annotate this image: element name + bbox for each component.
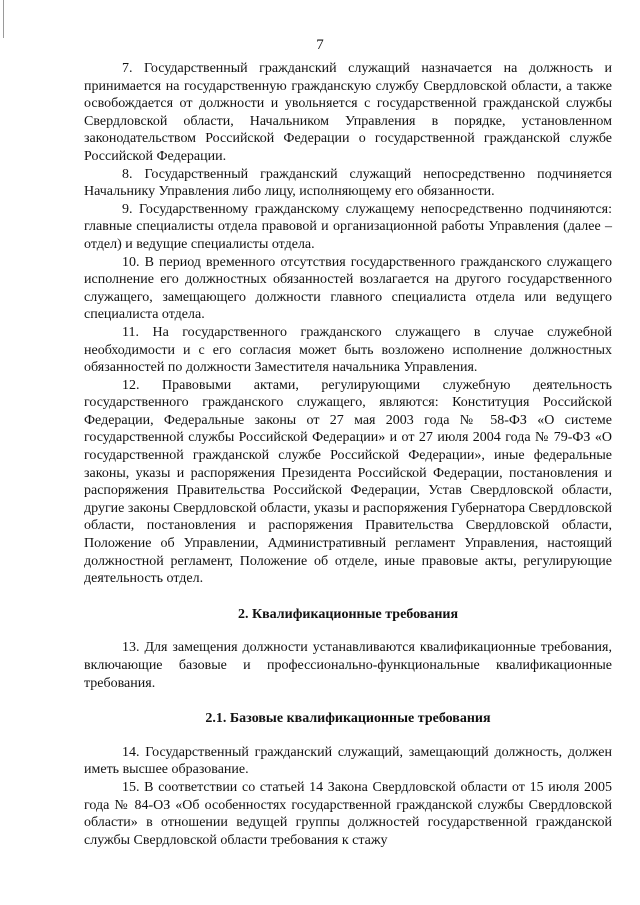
- document-body: [84, 60, 612, 849]
- paragraph-11: 11. На государственного гражданского служащего в случае служебной необходимости и с его согласия может быть возложено исполнение должностных обязанностей по должности Заместителя начальника Управления.: [84, 324, 612, 376]
- paragraph-10: 10. В период временного отсутствия государственного гражданского служащего исполнение его должностных обязанностей возлагается на другого государственного служащего, замещающего должности главного специалиста отдела или ведущего специалиста отдела.: [84, 254, 612, 323]
- paragraph-8: 8. Государственный гражданский служащий непосредственно подчиняется Начальнику Управления либо лицу, исполняющему его обязанности.: [84, 166, 612, 200]
- section-heading-qualification-requirements: 2. Квалификационные требования: [237, 606, 459, 622]
- paragraph-15: 15. В соответствии со статьей 14 Закона Свердловской области от 15 июля 2005 года № 84-ОЗ «Об особенностях государственной гражданской службы Свердловской области» в отношении ведущей группы должностей государственной гражданской службы Свердловской области требования к стажу: [84, 779, 612, 848]
- page-number: 7: [316, 37, 324, 53]
- paragraph-7: 7. Государственный гражданский служащий назначается на должность и принимается на государственную гражданскую службу Свердловской области, а также освобождается от должности и увольняется с государственной гражданской службы Свердловской области, Начальником Управления в порядке, установленном законодательством Российской Федерации о государственной гражданской службе Российской Федерации.: [84, 61, 612, 164]
- section-heading-basic-requirements: 2.1. Базовые квалификационные требования: [205, 711, 491, 727]
- paragraph-13: 13. Для замещения должности устанавливаются квалификационные требования, включающие базовые и профессионально-функциональные квалификационные требования.: [84, 640, 612, 691]
- paragraph-14: 14. Государственный гражданский служащий, замещающий должность, должен иметь высшее образование.: [84, 744, 612, 778]
- paragraph-9: 9. Государственному гражданскому служащему непосредственно подчиняются: главные специалисты отдела правовой и организационной работы Управления (далее – отдел) и ведущие специалисты отдела.: [84, 201, 612, 252]
- paragraph-12: 12. Правовыми актами, регулирующими служебную деятельность государственного гражданского служащего, являются: Конституция Российской Федерации, Федеральные законы от 27 мая 2003 года № 58-ФЗ «О системе государственной службы Российской Федерации» и от 27 июля 2004 года № 79-ФЗ «О государственной гражданской службе Российской Федерации», иные федеральные законы, указы и распоряжения Президента Российской Федерации, постановления и распоряжения Правительства Российской Федерации, Устав Свердловской области, другие законы Свердловской области, указы и распоряжения Губернатора Свердловской области, постановления и распоряжения Правительства Свердловской области, Положение об Управлении, Административный регламент Управления, настоящий должностной регламент, Положение об отделе, иные правовые акты, регулирующие деятельность отдел.: [84, 377, 612, 587]
- scan-edge-mark: [3, 0, 4, 38]
